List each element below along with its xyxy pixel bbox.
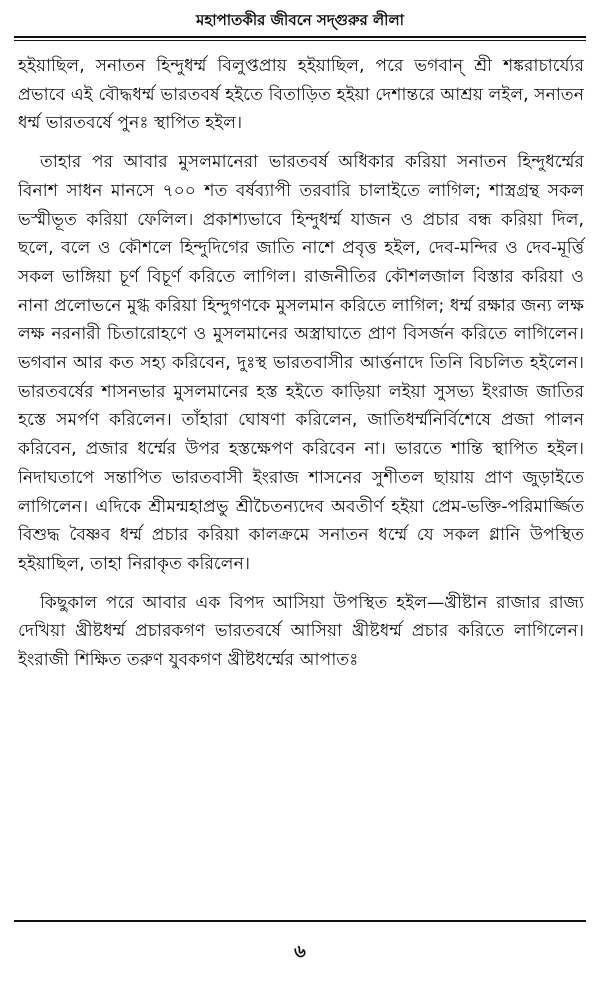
header-rule: [14, 36, 586, 38]
paragraph-1: হইয়াছিল, সনাতন হিন্দুধর্ম্ম বিলুপ্তপ্রায় হইয়াছিল, পরে ভগবান্ শ্রী শঙ্করাচার্য্যের প্রভাবে এই বৌদ্ধধর্ম্ম ভারতবর্ষ হইতে বিতাড়িত হইয়া দেশান্তরে আশ্রয় লইল, সনাতন ধর্ম্ম ভারতবর্ষে পুনঃ স্থাপিত হইল।: [18, 56, 584, 134]
body-text: [18, 52, 584, 685]
paragraph-2: তাহার পর আবার মুসলমানেরা ভারতবর্ষ অধিকার করিয়া সনাতন হিন্দুধর্ম্মের বিনাশ সাধন মানসে ৭০০ শত বর্ষব্যাপী তরবারি চালাইতে লাগিল; শাস্ত্রগ্রন্থ সকল ভস্মীভূত করিয়া ফেলিল। প্রকাশ্যভাবে হিন্দুধর্ম্ম যাজন ও প্রচার বন্ধ করিয়া দিল, ছলে, বলে ও কৌশলে হিন্দুদিগের জাতি নাশে প্রবৃত্ত হইল, দেব-মন্দির ও দেব-মূর্ত্তি সকল ভাঙ্গিয়া চূর্ণ বিচূর্ণ করিতে লাগিল। রাজনীতির কৌশলজাল বিস্তার করিয়া ও নানা প্রলোভনে মুগ্ধ করিয়া হিন্দুগণকে মুসলমান করিতে লাগিল; ধর্ম্ম রক্ষার জন্য লক্ষ লক্ষ নরনারী চিতারোহণে ও মুসলমানের অস্ত্রাঘাতে প্রাণ বিসর্জন করিতে লাগিলেন। ভগবান আর কত সহ্য করিবেন, দুঃস্থ ভারতবাসীর আর্ত্তনাদে তিনি বিচলিত হইলেন। ভারতবর্ষের শাসনভার মুসলমানের হস্ত হইতে কাড়িয়া লইয়া সুসভ্য ইংরাজ জাতির হস্তে সমর্পণ করিলেন। তাঁহারা ঘোষণা করিলেন, জাতিধর্ম্মনির্বিশেষে প্রজা পালন করিবেন, প্রজার ধর্ম্মের উপর হস্তক্ষেপণ করিবেন না। ভারতে শান্তি স্থাপিত হইল। নিদাঘতাপে সন্তাপিত ভারতবাসী ইংরাজ শাসনের সুশীতল ছায়ায় প্রাণ জুড়াইতে লাগিলেন। এদিকে শ্রীমন্মহাপ্রভু শ্রীচৈতন্যদেব অবতীর্ণ হইয়া প্রেম-ভক্তি-পরিমার্জ্জিত বিশুদ্ধ বৈষ্ণব ধর্ম্ম প্রচার করিয়া কালক্রমে সনাতন ধর্ম্মে যে সকল গ্লানি উপস্থিত হইয়াছিল, তাহা নিরাকৃত করিলেন।: [18, 152, 584, 574]
paragraph-3: কিছুকাল পরে আবার এক বিপদ আসিয়া উপস্থিত হইল—খ্রীষ্টান রাজার রাজ্য দেখিয়া খ্রীষ্টধর্ম্ম প্রচারকগণ ভারতবর্ষে আসিয়া খ্রীষ্টধর্ম্ম প্রচার করিতে লাগিলেন। ইংরাজী শিক্ষিত তরুণ যুবকগণ খ্রীষ্টধর্ম্মের আপাতঃ: [18, 592, 584, 671]
header-rule-thin: [14, 40, 586, 41]
footer-rule: [14, 920, 586, 922]
running-header: মহাপাতকীর জীবনে সদ্গুরুর লীলা: [196, 11, 404, 29]
page-number: ৬: [294, 941, 306, 962]
